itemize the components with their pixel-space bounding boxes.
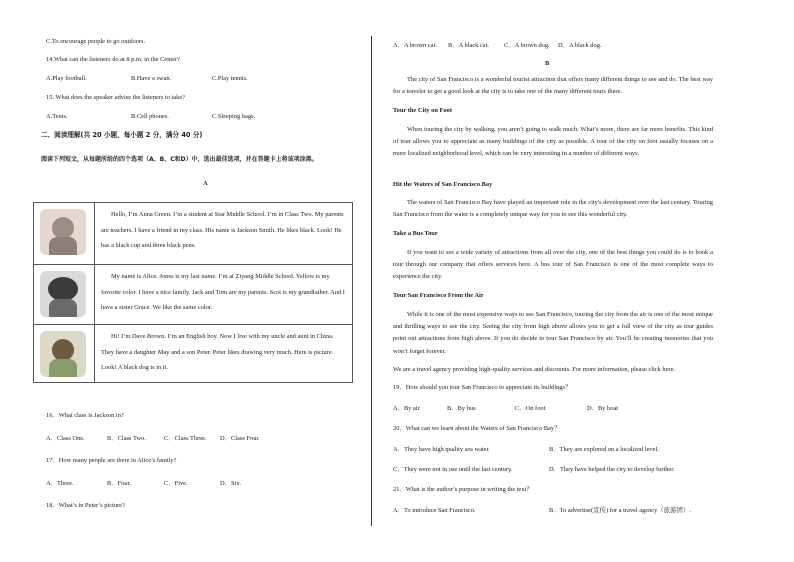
question-15: 15. What does the speaker advise the listeners to take? [46, 94, 186, 101]
q14-option-b: B.Have a swan. [131, 75, 172, 82]
paragraph-bus-tour: If you want to see a wide variety of attractions from all over the city, one of the best things you could do is to book a tour through our company that offers services here. A bus tour of San Francisco is one of the most complete ways to experience the city. [393, 249, 713, 281]
heading-tour-on-foot: Tour the City on Foot [393, 107, 452, 114]
q18-option-b: B．A black cat. [448, 42, 489, 49]
q19-option-c: C．On foot [515, 405, 546, 412]
passage-intro: The city of San Francisco is a wonderful tourist attraction that offers many different things to see and do. The best way for a traveler to get a good look at the city is to take one of the many different tours there. [393, 76, 713, 96]
paragraph-tour-air: While it is one of the most expensive ways to see San Francisco, touring the city from the air is one of the most unique and thrilling ways to see the city. Seeing the city from high above allows you to get a full view of the city as tour guides point out attractions from high above. If you do decide to tour San Francisco by air. You’ll be creating memories that you won’t forget forever. [393, 311, 713, 355]
paragraph-waters-bay: The waters of San Francisco Bay have played an important role in the city's development over the last century. Touring San Francisco from the water is a completely unique way for you to see this wonderful city. [393, 199, 713, 219]
profiles-table [33, 202, 353, 383]
q21-option-b: B．To advertise(宣传) for a travel agency（旅游团）. [549, 507, 691, 514]
man-portrait-icon [40, 331, 86, 377]
q19-option-a: A．By air [393, 405, 420, 412]
travel-agency-ad: We are a travel agency providing high-quality services and discounts. For more information, please click here. [393, 366, 675, 373]
heading-tour-air: Tour San Francisco From the Air [393, 292, 484, 299]
q18-option-c: C．A brown dog. [504, 42, 550, 49]
prev-question-option-c: C.To encourage people to go outdoors. [46, 38, 146, 45]
q15-option-a: A.Tents. [46, 113, 68, 120]
paragraph-tour-on-foot: When touring the city by walking, you aren’t going to walk much. What’s more, there are far more benefits. This kind of tour allows you to appreciate as many buildings of the city as possible. A tour of the city on foot usually focuses on a more localized neighborhood level, which can be very interesting in a number of different ways. [393, 126, 713, 158]
q15-option-c: C.Sleeping bags. [212, 113, 256, 120]
heading-waters-bay: Hit the Waters of San Francisco Bay [393, 181, 493, 188]
section-instructions: 阅读下列短文，从每题所给的四个选项（A、B、C和D）中，选出最佳选项，并在答题卡上将该项涂黑。 [41, 156, 318, 163]
q20-option-b: B．They are explored on a localized level. [549, 446, 659, 453]
q17-option-c: C．Five. [164, 480, 188, 487]
q15-option-b: B.Cell phones. [131, 113, 169, 120]
question-14: 14.What can the listeners do at 8 p.m. in the Center? [46, 56, 180, 63]
question-20: 20．What can we learn about the Waters of San Francisco Bay？ [393, 425, 561, 432]
q17-option-a: A．Three. [46, 480, 74, 487]
q16-option-a: A．Class One. [46, 435, 85, 442]
section-title: 二、阅读理解(共 20 小题，每小题 2 分，满分 40 分) [41, 131, 203, 139]
question-16: 16．What class is Jackson in? [46, 412, 124, 419]
question-17: 17．How many people are there in Alice’s family? [46, 457, 177, 464]
q17-option-b: B．Four. [107, 480, 131, 487]
question-21: 21．What is the author’s purpose in writing the text？ [393, 486, 533, 493]
q20-option-a: A．They have high quality sea water. [393, 446, 490, 453]
profile-text: My name is Alice. Jones is my last name. I’m at Ziyang Middle School. Yellow is my favorite color. I have a nice family. Jack and Tom are my parents. Scot is my grandfather. And I have a sister Grace. We like the same color. [95, 265, 353, 325]
q20-option-c: C．They were not in use until the last century. [393, 466, 513, 473]
child-portrait-icon [40, 209, 86, 255]
column-divider [371, 36, 372, 526]
q19-option-d: D．By boat [587, 405, 619, 412]
q20-option-d: D．They have helped the city to develop further. [549, 466, 675, 473]
q21-option-a: A．To introduce San Francisco. [393, 507, 476, 514]
q19-option-b: B．By bus [447, 405, 476, 412]
q14-option-c: C.Play tennis. [212, 75, 248, 82]
q16-option-b: B．Class Two. [107, 435, 146, 442]
profile-text: Hi! I’m Dave Brown. I’m an English boy. Now I live with my uncle and aunt in China. They have a daughter May and a son Peter. Peter likes drawing very much. Here is picture. Look! A black dog is in it. [95, 325, 353, 383]
q18-option-d: D．A black dog. [558, 42, 602, 49]
question-19: 19．How should you tour San Francisco to appreciate its buildings？ [393, 384, 572, 391]
passage-a-label: A [203, 180, 208, 187]
question-18: 18．What’s in Peter’s picture? [46, 502, 125, 509]
q16-option-d: D．Class Four. [220, 435, 260, 442]
profile-row [34, 203, 353, 265]
q16-option-c: C．Class Three. [164, 435, 207, 442]
heading-bus-tour: Take a Bus Tour [393, 230, 438, 237]
q14-option-a: A.Play football. [46, 75, 87, 82]
profile-row [34, 325, 353, 383]
profile-text: Hello, I’m Anna Green. I’m a student at Star Middle School. I’m in Class Two. My parents are teachers. I have a friend in my class. His name is Jackson Smith. He likes black. Look! He has a black cup and three black pens. [95, 203, 353, 265]
boy-portrait-icon [40, 271, 86, 317]
q18-option-a: A．A brown cat. [393, 42, 437, 49]
profile-row [34, 265, 353, 325]
passage-b-label: B [545, 60, 550, 67]
q17-option-d: D．Six. [220, 480, 242, 487]
